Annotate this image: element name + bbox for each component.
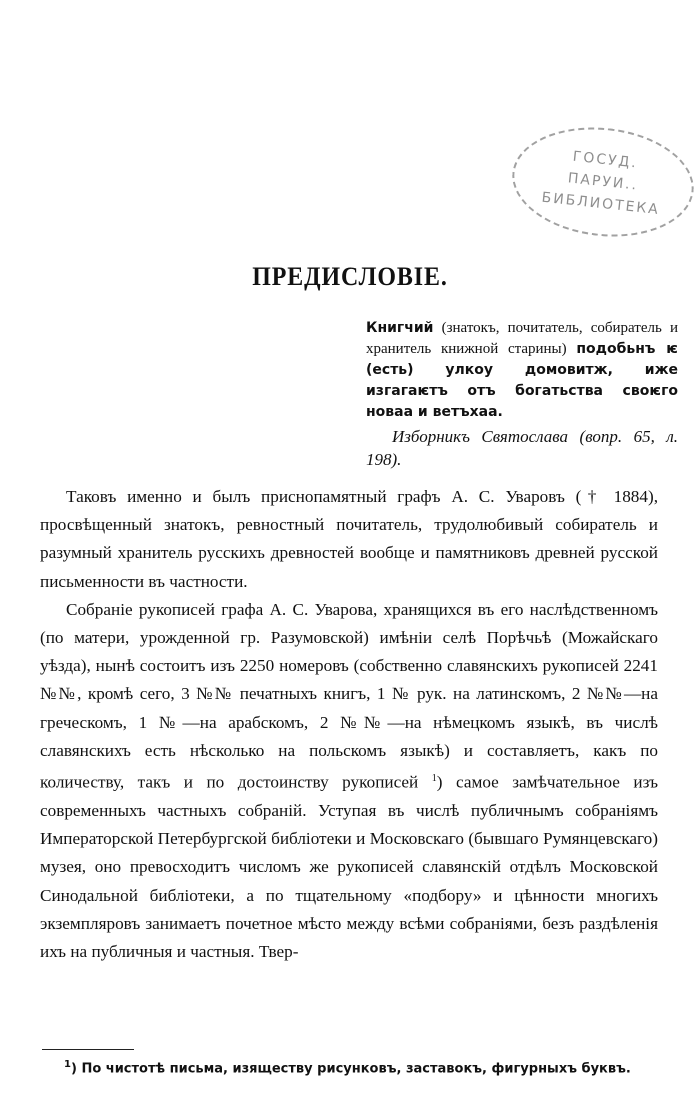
footnote-number: 1 bbox=[64, 1059, 71, 1070]
epigraph bbox=[366, 318, 678, 471]
footnote-divider bbox=[42, 1049, 134, 1050]
epigraph-word: Книгчий bbox=[366, 320, 434, 336]
paragraph-2-head: Собраніе рукописей графа А. С. Уварова, хранящихся въ его наслѣдственномъ (по матери, урожденной гр. Разумовской) имѣніи селѣ Порѣчьѣ (Можайскаго уѣзда), нынѣ состоитъ изъ 2250 номеровъ (собственно славянскихъ рукописей 2241 №№, кромѣ сего, 3 №№ печатныхъ книгъ, 1 № рук. на латинскомъ, 2 №№—на греческомъ, 1 №—на арабскомъ, 2 №№—на нѣмецкомъ языкѣ, въ числѣ славянскихъ есть нѣсколько на польскомъ языкѣ) и составляетъ, какъ по количеству, такъ и по достоинству рукописей bbox=[40, 599, 658, 792]
epigraph-source: Изборникъ Святослава (вопр. 65, л. 198). bbox=[366, 427, 678, 469]
footnote: $^1$) По чистотѣ письма, изяществу рисунковъ, заставокъ, фигурныхъ буквъ. bbox=[64, 1059, 631, 1077]
stamp-line-3: БИБЛИОТЕКА bbox=[540, 189, 661, 219]
page-title: ПРЕДИСЛОВІЕ. bbox=[252, 262, 448, 291]
paragraph-2-tail: ) самое замѣчательное изъ современныхъ частныхъ собраній. Уступая въ числѣ публичнымъ собраніямъ Императорской Петербургской библіотеки и Московскаго (бывшаго Румянцевскаго) музея, оно превосходитъ числомъ же рукописей славянскій отдѣлъ Московской Синодальной библіотеки, а по тщательному «подбору» и цѣнности многихъ экземпляровъ занимаетъ почетное мѣсто между всѣми собраніями, безъ раздѣленія ихъ на публичныя и частныя. Твер- bbox=[40, 772, 658, 961]
footnote-reference[interactable]: 1 bbox=[431, 773, 437, 785]
stamp-line-1: ГОСУД. bbox=[572, 148, 639, 172]
paragraph-2 bbox=[40, 596, 658, 966]
epigraph-slavonic: подобьнъ ѥ (есть) улкоу домовитж, иже изгагаѥтъ отъ богатьства своѥго новаа и ветъхаа. bbox=[366, 341, 678, 420]
footnote-text: По чистотѣ письма, изяществу рисунковъ, заставокъ, фигурныхъ буквъ. bbox=[81, 1061, 631, 1077]
paragraph-1: Таковъ именно и былъ приснопамятный графъ А. С. Уваровъ († 1884), просвѣщенный знатокъ, ревностный почитатель, трудолюбивый собиратель и разумный хранитель русскихъ древностей вообще и памятниковъ древней русской письменности въ частности. bbox=[40, 487, 658, 591]
stamp-line-2: ПАРУИ.. bbox=[567, 170, 639, 194]
body-text bbox=[40, 483, 658, 966]
epigraph-gloss: (знатокъ, почитатель, собиратель и хранитель книжной старины) bbox=[366, 320, 678, 357]
library-stamp bbox=[507, 119, 699, 245]
